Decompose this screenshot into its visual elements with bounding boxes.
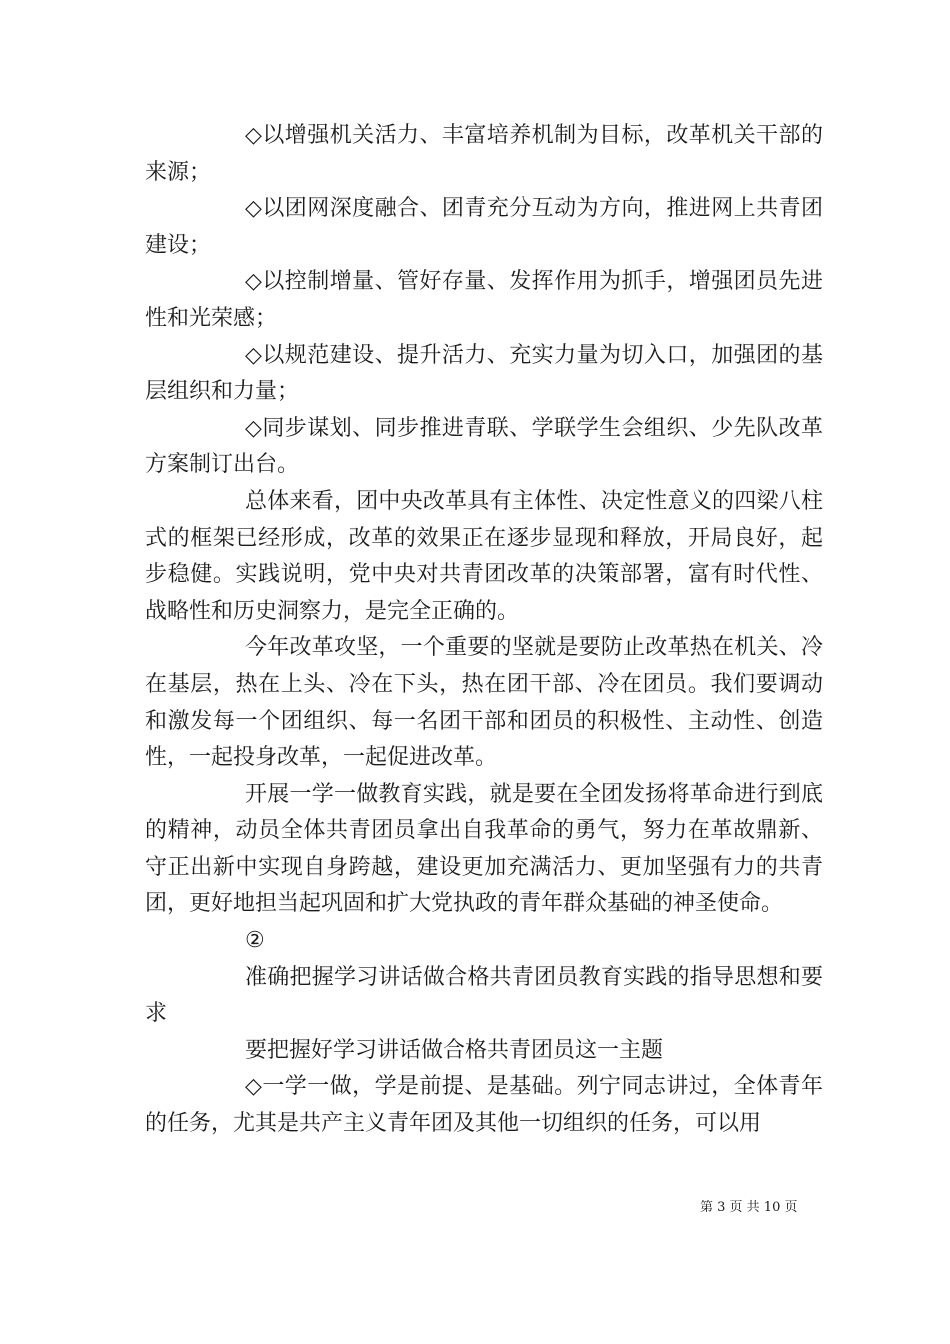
section-number: ② <box>245 928 265 954</box>
paragraph-12: ◇一学一做，学是前提、是基础。列宁同志讲过，全体青年的任务，尤其是共产主义青年团及其他一切组织的任务，可以用 <box>145 1074 823 1137</box>
paragraph-8: 开展一学一做教育实践，就是要在全团发扬将革命进行到底的精神，动员全体共青团员拿出自我革命的勇气，努力在革故鼎新、守正出新中实现自身跨越，建设更加充满活力、更加坚强有力的共青团，更好地担当起巩固和扩大党执政的青年群众基础的神圣使命。 <box>145 781 823 917</box>
paragraph-7: 今年改革攻坚，一个重要的坚就是要防止改革热在机关、冷在基层，热在上头、冷在下头，热在团干部、冷在团员。我们要调动和激发每一个团组织、每一名团干部和团员的积极性、主动性、创造性，一起投身改革，一起促进改革。 <box>145 635 823 771</box>
paragraph-2: ◇以团网深度融合、团青充分互动为方向，推进网上共青团建设； <box>145 196 823 258</box>
paragraph-3: ◇以控制增量、管好存量、发挥作用为抓手，增强团员先进性和光荣感； <box>145 269 823 331</box>
paragraph-5: ◇同步谋划、同步推进青联、学联学生会组织、少先队改革方案制订出台。 <box>145 415 823 478</box>
document-body <box>145 118 823 1143</box>
paragraph-1: ◇以增强机关活力、丰富培养机制为目标，改革机关干部的来源； <box>145 123 823 185</box>
paragraph-6: 总体来看，团中央改革具有主体性、决定性意义的四梁八柱式的框架已经形成，改革的效果正在逐步显现和释放，开局良好，起步稳健。实践说明，党中央对共青团改革的决策部署，富有时代性、战略性和历史洞察力，是完全正确的。 <box>145 488 823 624</box>
section-heading: 准确把握学习讲话做合格共青团员教育实践的指导思想和要求 <box>145 964 823 1027</box>
sub-heading: 要把握好学习讲话做合格共青团员这一主题 <box>245 1037 664 1063</box>
paragraph-4: ◇以规范建设、提升活力、充实力量为切入口，加强团的基层组织和力量； <box>145 342 823 405</box>
page-number: 第 3 页 共 10 页 <box>700 1200 798 1215</box>
